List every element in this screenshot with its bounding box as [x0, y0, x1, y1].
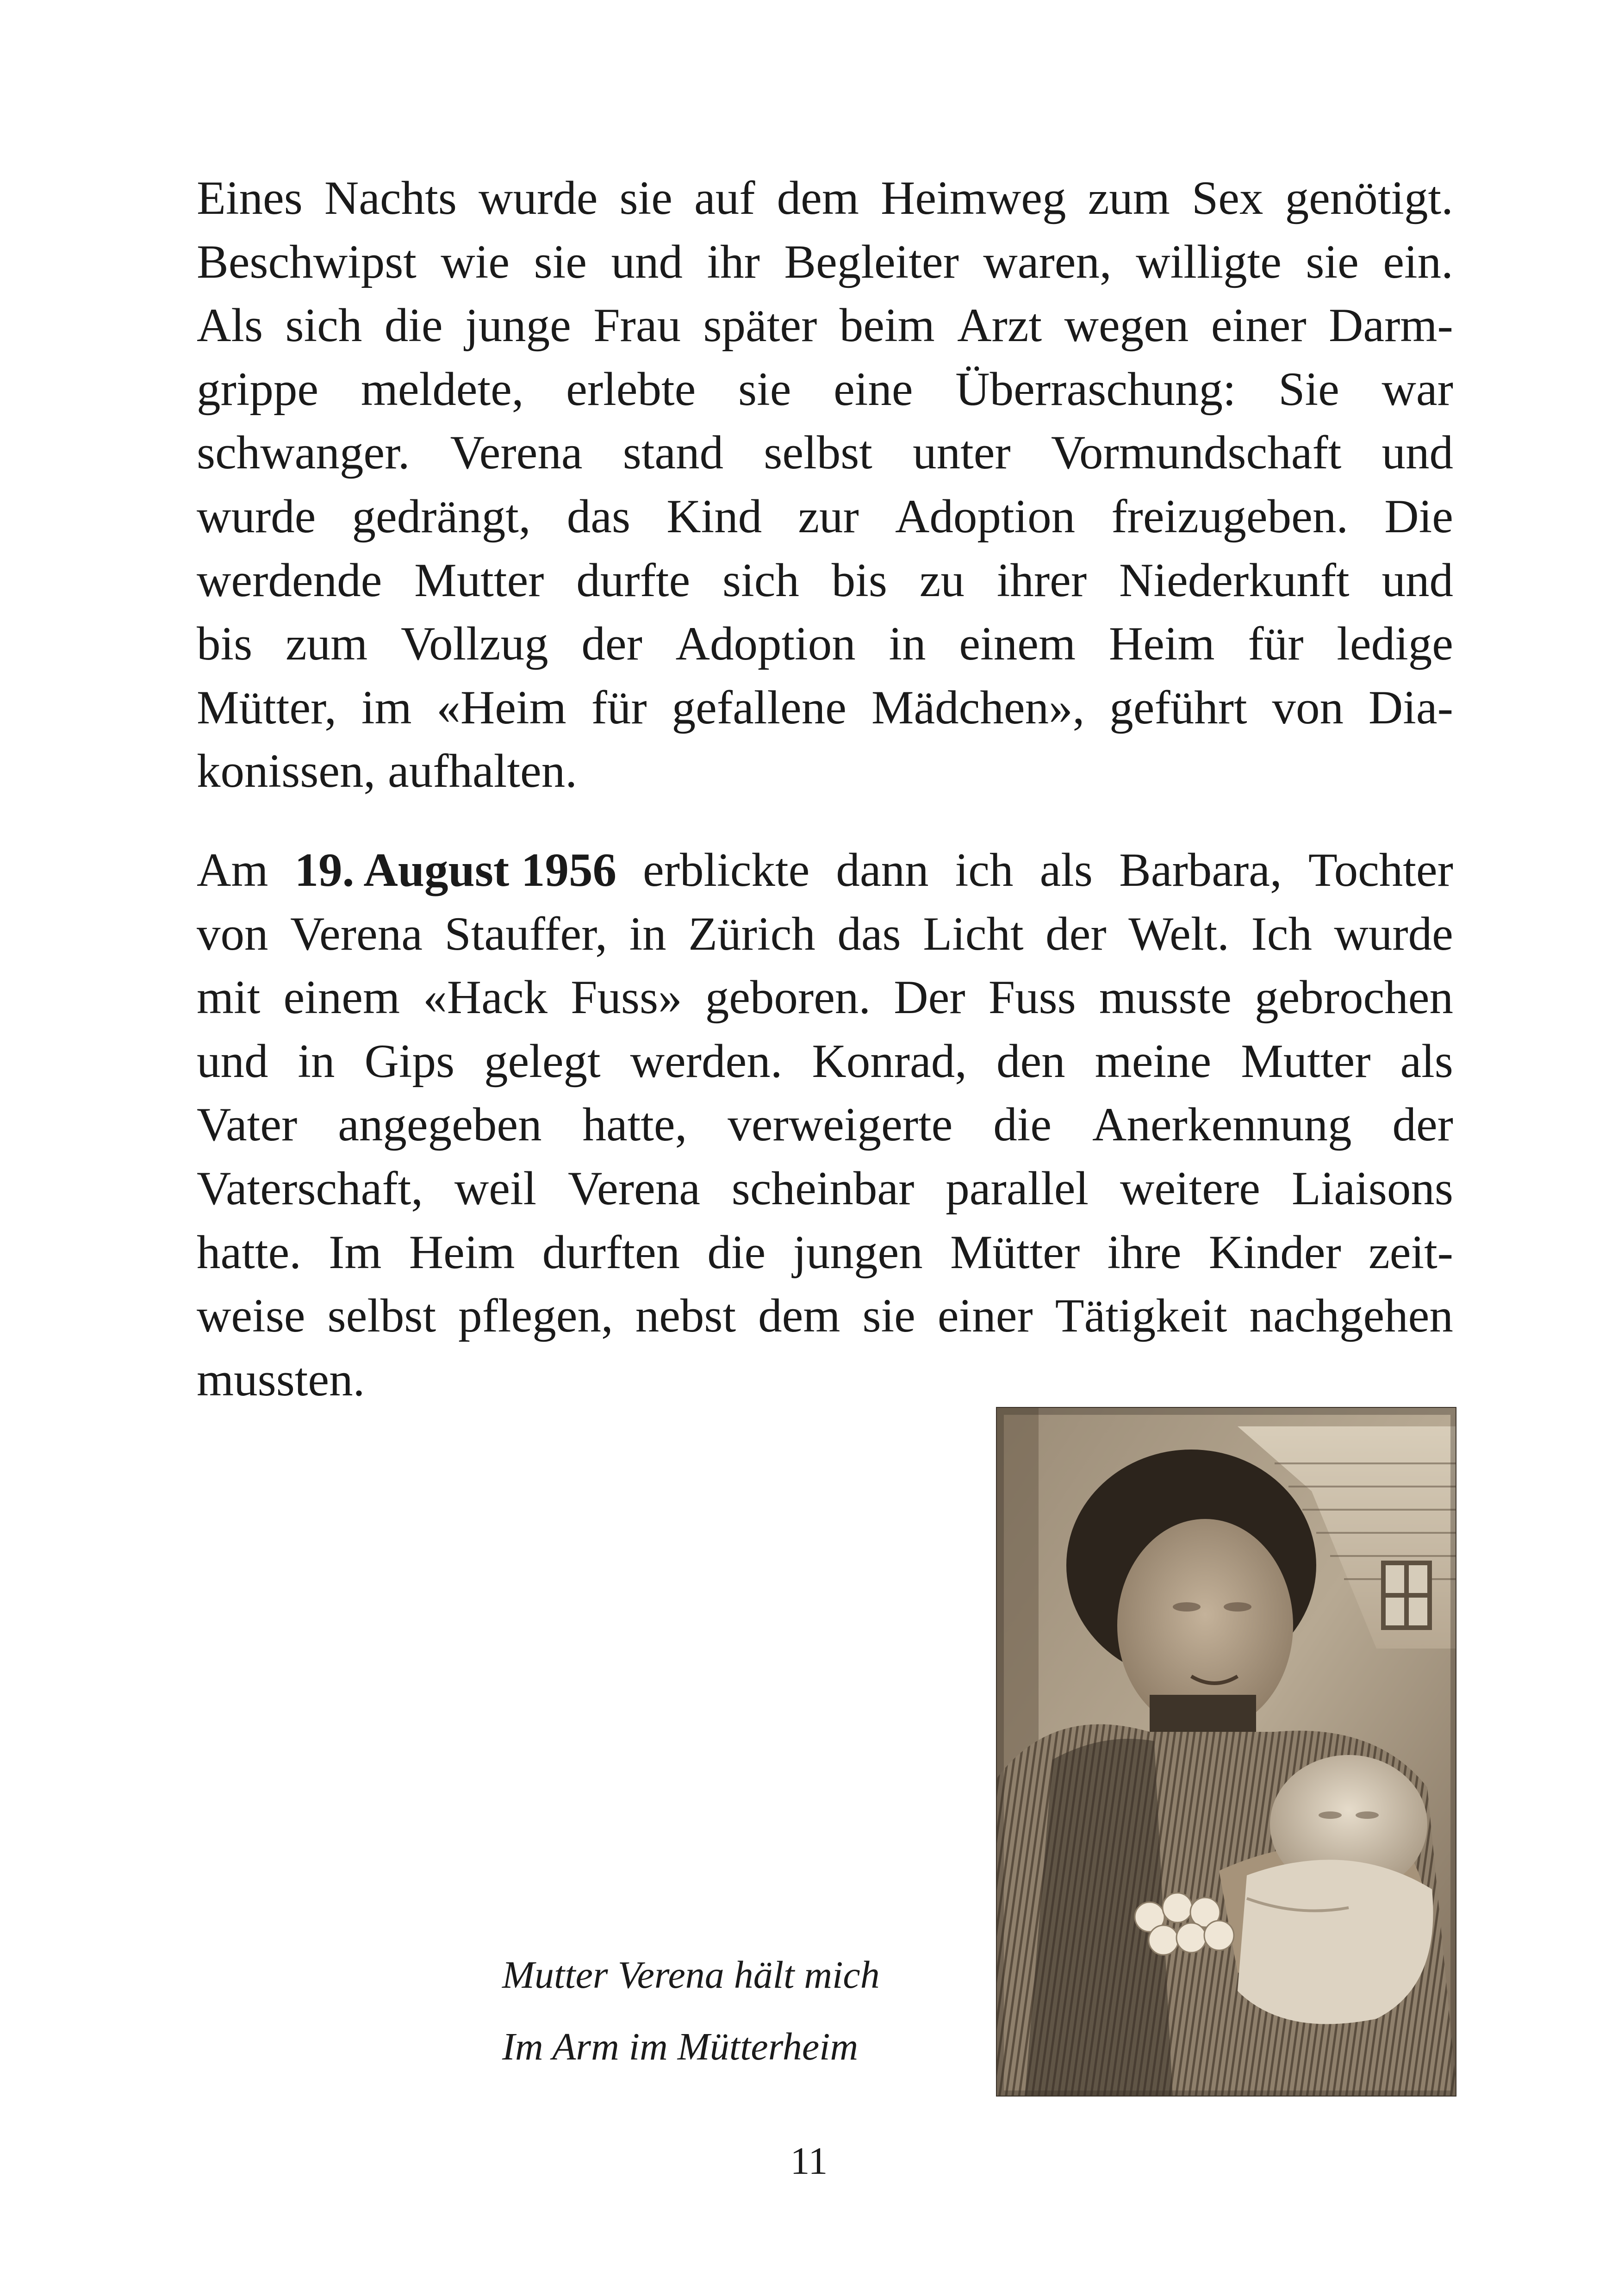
word: als: [1400, 1034, 1453, 1088]
word: Beschwipst: [197, 235, 417, 288]
text-line: [197, 1093, 1453, 1157]
word: auf: [694, 172, 755, 224]
word: wurde: [197, 490, 316, 543]
text-line: [197, 421, 1453, 485]
word: nachgehen: [1249, 1289, 1453, 1343]
word: von: [1272, 681, 1344, 734]
word: Vormundschaft: [1051, 426, 1342, 479]
word: Adoption: [675, 617, 856, 671]
word: Niederkunft: [1119, 554, 1350, 607]
word: selbst: [327, 1289, 436, 1343]
word: gebrochen: [1255, 971, 1453, 1024]
text-line: [197, 549, 1453, 613]
text-line: [197, 1157, 1453, 1221]
word: als: [1039, 844, 1093, 896]
word: durften: [542, 1226, 680, 1279]
paragraph-1: [197, 167, 1453, 803]
word: grippe: [197, 362, 319, 416]
word: Als: [197, 299, 263, 352]
page-number: 11: [790, 2140, 828, 2183]
word: und: [1382, 426, 1453, 479]
word: stand: [622, 426, 724, 479]
word: sie: [862, 1289, 915, 1343]
word: Begleiter: [784, 235, 959, 288]
word: wegen: [1064, 299, 1189, 352]
text-line: [197, 1221, 1453, 1285]
word: sie: [619, 172, 672, 224]
word: Verena: [568, 1162, 700, 1215]
word: wurde: [479, 172, 598, 224]
text-line: [197, 740, 1453, 803]
word: Tochter: [1308, 844, 1453, 896]
word: durfte: [576, 554, 691, 607]
word: Adoption: [895, 490, 1076, 543]
text-line: [197, 358, 1453, 422]
word: Sie: [1278, 362, 1339, 416]
text-line: [197, 612, 1453, 676]
word: Der: [894, 971, 965, 1024]
word: ihrer: [996, 554, 1087, 607]
word: aufhalten.: [388, 745, 577, 798]
text-line: [197, 294, 1453, 358]
word: Frau: [593, 299, 681, 352]
word: Fuss: [988, 971, 1076, 1024]
word: Nachts: [324, 172, 457, 224]
bold-date: 19. August 1956: [294, 844, 616, 896]
word: dem: [777, 172, 859, 224]
word: Licht: [923, 907, 1024, 960]
word: parallel: [946, 1162, 1089, 1215]
word: später: [703, 299, 817, 352]
word: und: [1382, 554, 1453, 607]
word: und: [611, 235, 683, 288]
word: Barbara,: [1119, 844, 1282, 896]
word: ihre: [1107, 1226, 1182, 1279]
word: einer: [937, 1289, 1033, 1343]
word: Mütter,: [197, 681, 336, 734]
word: meldete,: [361, 362, 524, 416]
word: Fuss»: [571, 971, 682, 1024]
word: beim: [839, 299, 935, 352]
text-line: [197, 230, 1453, 294]
word: sich: [722, 554, 799, 607]
word: Zürich: [688, 907, 815, 960]
word: Liaisons: [1291, 1162, 1453, 1215]
caption-line-2: Im Arm im Mütterheim: [502, 2025, 859, 2068]
word: hatte.: [197, 1226, 301, 1279]
word: Sex: [1191, 172, 1263, 224]
word: dann: [836, 844, 929, 896]
word: zur: [798, 490, 859, 543]
word: das: [837, 907, 901, 960]
word: Stauffer,: [444, 907, 608, 960]
word: Überraschung:: [955, 362, 1236, 416]
text-line: [197, 1030, 1453, 1094]
word: zu: [919, 554, 965, 607]
word: unter: [913, 426, 1011, 479]
word: Heim: [409, 1226, 515, 1279]
word: bis: [197, 617, 253, 671]
word: Welt.: [1128, 907, 1229, 960]
word: Verena: [450, 426, 583, 479]
word: Im: [329, 1226, 382, 1279]
text-line: [197, 676, 1453, 740]
word: scheinbar: [731, 1162, 915, 1215]
word: Kinder: [1208, 1226, 1341, 1279]
word: der: [1045, 907, 1107, 960]
word: Darm-: [1329, 299, 1453, 352]
text-line: [197, 839, 1453, 902]
word: junge: [465, 299, 571, 352]
word: sie: [1306, 235, 1359, 288]
word: zum: [285, 617, 368, 671]
word: Gips: [364, 1034, 455, 1088]
word: «Hack: [423, 971, 548, 1024]
word: konissen,: [197, 745, 376, 798]
word: einem: [959, 617, 1076, 671]
word: ihr: [707, 235, 760, 288]
word: waren,: [983, 235, 1112, 288]
word: den: [996, 1034, 1065, 1088]
word: Tätigkeit: [1055, 1289, 1227, 1343]
word: genötigt.: [1285, 172, 1453, 224]
word: Mutter: [1241, 1034, 1371, 1088]
word: «Heim: [436, 681, 566, 734]
text-line: [197, 966, 1453, 1030]
text-line: [197, 167, 1453, 230]
word: hatte,: [582, 1098, 687, 1151]
word: Mütter: [950, 1226, 1080, 1279]
word: freizugeben.: [1111, 490, 1349, 543]
paragraph-2: [197, 839, 1453, 1412]
word: wurde: [1334, 907, 1453, 960]
word: Heimweg: [881, 172, 1066, 224]
text-line: [197, 902, 1453, 966]
word: selbst: [764, 426, 872, 479]
word: musste: [1099, 971, 1232, 1024]
word: weil: [454, 1162, 537, 1215]
word: der: [581, 617, 642, 671]
word: mussten.: [197, 1353, 365, 1406]
word: erlebte: [566, 362, 696, 416]
word: werden.: [630, 1034, 783, 1088]
word: sich: [285, 299, 362, 352]
word: Mutter: [414, 554, 544, 607]
word: zum: [1088, 172, 1170, 224]
word: die: [707, 1226, 766, 1279]
word: jungen: [793, 1226, 923, 1279]
word: ich: [955, 844, 1014, 896]
word: das: [566, 490, 631, 543]
word: die: [384, 299, 443, 352]
word: Eines: [197, 172, 303, 224]
word: für: [1248, 617, 1304, 671]
word: dem: [758, 1289, 840, 1343]
word: ein.: [1383, 235, 1453, 288]
word: pflegen,: [458, 1289, 613, 1343]
word: erblickte: [643, 844, 810, 896]
word: in: [629, 907, 666, 960]
word: gedrängt,: [352, 490, 531, 543]
word: mit: [197, 971, 261, 1024]
word: weitere: [1120, 1162, 1261, 1215]
word: in: [889, 617, 926, 671]
text-line: [197, 1284, 1453, 1348]
word: ledige: [1337, 617, 1453, 671]
word: im: [361, 681, 412, 734]
word: in: [298, 1034, 335, 1088]
word: Kind: [666, 490, 762, 543]
word: willigte: [1136, 235, 1282, 288]
word: sie: [738, 362, 791, 416]
word: Heim: [1108, 617, 1215, 671]
word: für: [591, 681, 647, 734]
word: angegeben: [338, 1098, 542, 1151]
word: und: [197, 1034, 268, 1088]
word: wie: [441, 235, 510, 288]
word: Arzt: [957, 299, 1042, 352]
word: einer: [1211, 299, 1307, 352]
word: Konrad,: [812, 1034, 967, 1088]
word: geführt: [1109, 681, 1247, 734]
word: meine: [1095, 1034, 1212, 1088]
text-line: [197, 485, 1453, 549]
text-line: [197, 1348, 1453, 1412]
word: weise: [197, 1289, 305, 1343]
word: Vollzug: [401, 617, 548, 671]
word: Die: [1384, 490, 1453, 543]
word: eine: [834, 362, 913, 416]
word: nebst: [635, 1289, 736, 1343]
word: schwanger.: [197, 426, 410, 479]
word: geboren.: [705, 971, 871, 1024]
word: einem: [283, 971, 400, 1024]
word: Dia-: [1368, 681, 1453, 734]
word: Ich: [1251, 907, 1312, 960]
word: der: [1392, 1098, 1453, 1151]
sepia-photo-mother-holding-baby: [996, 1407, 1456, 2097]
caption-line-1: Mutter Verena hält mich: [502, 1954, 880, 1997]
word: Vater: [197, 1098, 298, 1151]
word: Verena: [290, 907, 423, 960]
word: von: [197, 907, 268, 960]
word: werdende: [197, 554, 382, 607]
word: die: [993, 1098, 1052, 1151]
word: Anerkennung: [1092, 1098, 1352, 1151]
word: verweigerte: [728, 1098, 953, 1151]
word: war: [1382, 362, 1453, 416]
word: gefallene: [672, 681, 846, 734]
word: bis: [831, 554, 887, 607]
word: zeit-: [1369, 1226, 1453, 1279]
word: Vaterschaft,: [197, 1162, 423, 1215]
word: Am: [197, 844, 268, 896]
photo-caption: [502, 1939, 880, 2083]
word: gelegt: [484, 1034, 601, 1088]
word: Mädchen»,: [871, 681, 1085, 734]
word: sie: [534, 235, 587, 288]
